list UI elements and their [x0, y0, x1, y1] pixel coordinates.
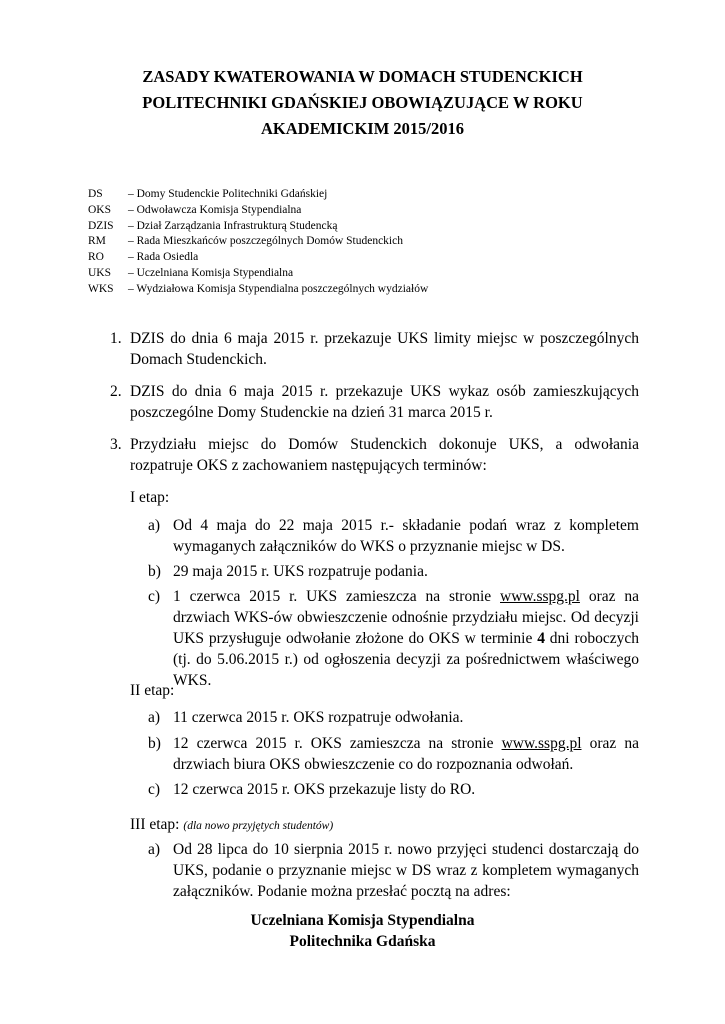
bold-days-count: 4	[537, 630, 545, 647]
text-segment: 1 czerwca 2015 r. UKS zamieszcza na stronie	[173, 588, 500, 605]
stage-2-item-a	[148, 707, 639, 728]
sspg-link[interactable]: www.sspg.pl	[500, 588, 580, 605]
abbreviation-desc: – Odwoławcza Komisja Stypendialna	[128, 203, 302, 216]
text-segment: dni roboczych (tj. do 5.06.2015 r.) od ogłoszenia decyzji za pośrednictwem właściwego WKS.	[173, 630, 640, 689]
stage-1-item-c	[148, 586, 639, 691]
title-line-3: AKADEMICKIM 2015/2016	[260, 119, 465, 138]
text-segment: 12 czerwca 2015 r. OKS zamieszcza na stronie	[173, 735, 502, 752]
abbreviation-desc: – Rada Mieszkańców poszczególnych Domów Studenckich	[128, 235, 403, 248]
stage-3-item-a	[148, 839, 639, 902]
abbreviation-row	[88, 234, 428, 250]
abbreviation-row	[88, 250, 428, 266]
abbreviation-code: RM	[88, 235, 106, 248]
sub-item-text	[173, 733, 639, 775]
stage-2-label: II etap:	[130, 682, 175, 699]
sub-item-letter: b)	[148, 735, 161, 752]
list-item-text: DZIS do dnia 6 maja 2015 r. przekazuje UKS wykaz osób zamieszkujących poszczególne Domy Studenckie na dzień 31 marca 2015 r.	[130, 383, 639, 421]
text-segment: oraz na drzwiach WKS-ów obwieszczenie odnośnie przydziału miejsc. Od decyzji UKS przysługuje odwołanie złożone do OKS w terminie	[173, 588, 639, 647]
sub-item-text: 12 czerwca 2015 r. OKS przekazuje listy do RO.	[173, 781, 476, 798]
address-line-1: Uczelniana Komisja Stypendialna	[250, 912, 475, 929]
sub-item-letter: c)	[148, 588, 161, 605]
stage-2-item-b	[148, 733, 639, 775]
list-item-3	[110, 434, 639, 476]
list-item-text: DZIS do dnia 6 maja 2015 r. przekazuje UKS limity miejsc w poszczególnych Domach Studenckich.	[130, 330, 639, 368]
sub-item-letter: a)	[148, 841, 161, 858]
sub-item-text: Od 4 maja do 22 maja 2015 r.- składanie podań wraz z kompletem wymaganych załączników do WKS o przyznanie miejsc w DS.	[173, 517, 639, 555]
text-segment: oraz na drzwiach biura OKS obwieszczenie co do rozpoznania odwołań.	[173, 735, 640, 773]
abbreviation-code: DZIS	[88, 219, 114, 232]
abbreviation-desc: – Rada Osiedla	[128, 251, 199, 264]
postal-address	[90, 910, 635, 952]
abbreviation-row	[88, 187, 428, 203]
abbreviation-code: DS	[88, 188, 103, 200]
list-item-number: 1.	[110, 330, 122, 347]
abbreviation-code: UKS	[88, 266, 112, 279]
address-line-2: Politechnika Gdańska	[289, 933, 436, 950]
sub-item-text: Od 28 lipca do 10 sierpnia 2015 r. nowo przyjęci studenci dostarczają do UKS, podanie o przyznanie miejsc w DS wraz z kompletem wymaganych załączników. Podanie można przesłać pocztą na adres:	[173, 841, 639, 900]
abbreviation-desc: – Dział Zarządzania Infrastrukturą Studencką	[128, 219, 338, 232]
abbreviation-row	[88, 266, 428, 282]
abbreviations-list	[88, 187, 428, 298]
list-item-number: 3.	[110, 436, 122, 453]
stage-3-label	[130, 814, 333, 837]
sub-item-text: 29 maja 2015 r. UKS rozpatruje podania.	[173, 563, 428, 580]
list-item-number: 2.	[110, 383, 122, 400]
stage-2-item-c	[148, 779, 639, 800]
list-item-1	[110, 328, 639, 370]
sub-item-letter: b)	[148, 563, 161, 580]
abbreviation-row	[88, 282, 428, 298]
sub-item-letter: a)	[148, 517, 161, 534]
abbreviation-row	[88, 219, 428, 235]
title-line-1: ZASADY KWATEROWANIA W DOMACH STUDENCKICH	[142, 67, 583, 86]
sub-item-text	[173, 586, 639, 691]
abbreviation-row	[88, 203, 428, 219]
sub-item-letter: a)	[148, 709, 161, 726]
abbreviation-code: RO	[88, 251, 104, 264]
stage-1-label: I etap:	[130, 489, 170, 506]
abbreviation-code: WKS	[88, 282, 114, 295]
stage-3-title: III etap:	[130, 816, 184, 833]
abbreviation-desc: – Uczelniana Komisja Stypendialna	[128, 266, 294, 279]
abbreviation-code: OKS	[88, 203, 112, 216]
list-item-text: Przydziału miejsc do Domów Studenckich dokonuje UKS, a odwołania rozpatruje OKS z zachowaniem następujących terminów:	[130, 436, 639, 474]
list-item-2	[110, 381, 639, 423]
abbreviation-desc: – Wydziałowa Komisja Stypendialna poszczególnych wydziałów	[128, 282, 429, 295]
sub-item-letter: c)	[148, 781, 161, 798]
document-title	[90, 64, 635, 142]
sub-item-text: 11 czerwca 2015 r. OKS rozpatruje odwołania.	[173, 709, 464, 726]
stage-3-note: (dla nowo przyjętych studentów)	[183, 820, 334, 832]
title-line-2: POLITECHNIKI GDAŃSKIEJ OBOWIĄZUJĄCE W ROKU	[142, 93, 583, 112]
stage-1-item-b	[148, 561, 639, 582]
sspg-link[interactable]: www.sspg.pl	[501, 735, 582, 752]
abbreviation-desc: – Domy Studenckie Politechniki Gdańskiej	[128, 188, 328, 200]
stage-1-item-a	[148, 515, 639, 557]
